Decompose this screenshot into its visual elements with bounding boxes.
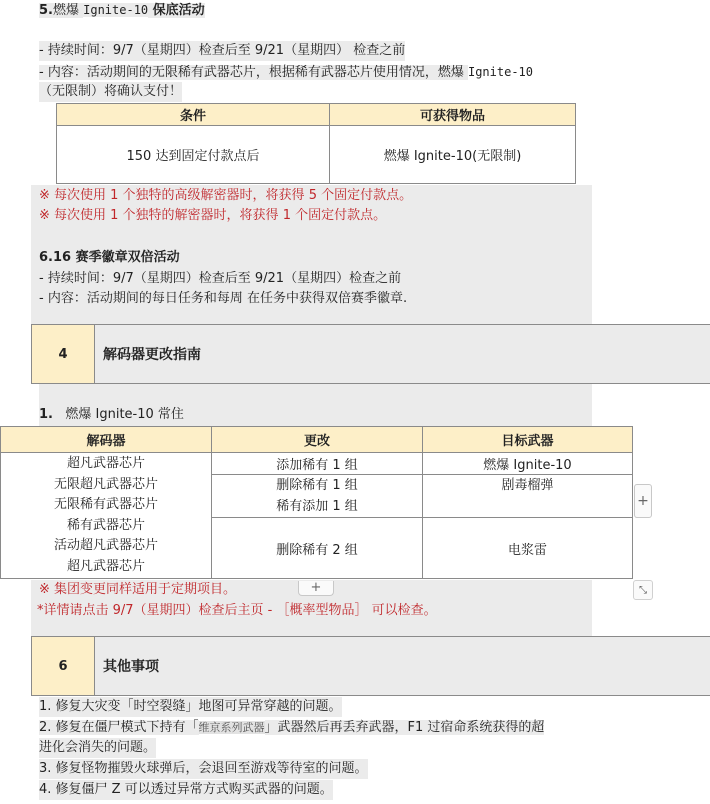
fix-item-2 bbox=[39, 718, 544, 738]
section5-note-2: ※ 每次使用 1 个独特的解密器时，将获得 1 个固定付款点。 bbox=[39, 208, 387, 223]
table-row bbox=[57, 126, 576, 184]
section-header-6 bbox=[31, 636, 710, 696]
table-header-target: 目标武器 bbox=[423, 427, 633, 453]
table-header-decoder: 解码器 bbox=[1, 427, 212, 453]
section6-heading: 6.16 赛季徽章双倍活动 bbox=[39, 250, 180, 265]
section6-content: - 内容：活动期间的每日任务和每周 在任务中获得双倍赛季徽章. bbox=[39, 291, 408, 306]
section6-duration: - 持续时间：9/7（星期四）检查后至 9/21（星期四）检查之前 bbox=[39, 271, 402, 286]
add-row-button[interactable]: + bbox=[298, 581, 334, 596]
target-cell: 燃爆 Ignite-10 bbox=[423, 453, 633, 475]
fix-item-2-weapon: 维京系列武器 bbox=[198, 721, 265, 734]
section5-content-text: - 内容：活动期间的无限稀有武器芯片，根据稀有武器芯片使用情况，燃爆 bbox=[39, 65, 468, 80]
decoder-item: 超凡武器芯片 bbox=[66, 558, 145, 574]
decoder-item: 无限稀有武器芯片 bbox=[53, 497, 158, 512]
table-row bbox=[1, 453, 633, 475]
resize-table-icon[interactable]: ⤡ bbox=[633, 580, 653, 600]
section-title-4: 解码器更改指南 bbox=[103, 347, 201, 363]
section5-content-line2: （无限制）将确认支付！ bbox=[39, 82, 182, 102]
section5-heading-rest: 保底活动 bbox=[148, 3, 205, 18]
section5-content-line1 bbox=[39, 62, 533, 82]
decoder-table bbox=[0, 426, 633, 579]
decoder-item: 稀有武器芯片 bbox=[66, 517, 145, 533]
fix-item-2-a: 2. 修复在僵尸模式下持有「 bbox=[39, 720, 199, 735]
section-title-6: 其他事项 bbox=[103, 659, 159, 675]
section5-table bbox=[56, 103, 576, 184]
block4-subheading bbox=[39, 405, 184, 425]
add-column-button[interactable]: + bbox=[634, 484, 652, 518]
section5-content-item: Ignite-10 bbox=[467, 65, 533, 79]
table-header-reward: 可获得物品 bbox=[330, 104, 576, 126]
section-header-4 bbox=[31, 324, 710, 384]
section5-heading-num: 5. bbox=[39, 3, 53, 18]
change-line: 删除稀有 1 组 bbox=[276, 478, 358, 493]
decoder-list-cell bbox=[1, 453, 212, 579]
target-cell: 电浆雷 bbox=[423, 518, 633, 579]
fix-item-1: 1. 修复大灾变「时空裂缝」地图可异常穿越的问题。 bbox=[39, 697, 342, 717]
block4-note-2: *详情请点击 9/7（星期四）检查后主页 - ［概率型物品］ 可以检查。 bbox=[37, 603, 437, 618]
change-line: 稀有添加 1 组 bbox=[276, 499, 358, 514]
block4-note-1: ※ 集团变更同样适用于定期项目。 bbox=[39, 582, 237, 597]
decoder-item: 活动超凡武器芯片 bbox=[53, 538, 158, 553]
decoder-item: 超凡武器芯片 bbox=[66, 456, 145, 471]
fix-item-4: 4. 修复僵尸 Z 可以透过异常方式购买武器的问题。 bbox=[39, 780, 333, 800]
target-cell: 剧毒榴弹 bbox=[423, 475, 633, 518]
change-cell bbox=[212, 475, 423, 518]
change-cell: 添加稀有 1 组 bbox=[212, 453, 423, 475]
change-cell: 删除稀有 2 组 bbox=[212, 518, 423, 579]
table-header-condition: 条件 bbox=[57, 104, 330, 126]
section5-heading bbox=[39, 0, 205, 20]
condition-cell: 150 达到固定付款点后 bbox=[57, 126, 330, 184]
reward-cell: 燃爆 Ignite-10(无限制) bbox=[330, 126, 576, 184]
fix-item-2-b: 」武器然后再丢弃武器，F1 过宿命系统获得的超 bbox=[264, 720, 545, 735]
section5-note-1: ※ 每次使用 1 个独特的高级解密器时，将获得 5 个固定付款点。 bbox=[39, 188, 413, 203]
decoder-item: 无限超凡武器芯片 bbox=[53, 476, 158, 492]
section5-heading-game: 燃爆 bbox=[52, 3, 84, 18]
section-number-4: 4 bbox=[32, 325, 95, 383]
fix-item-3: 3. 修复怪物摧毁火球弹后，会退回至游戏等待室的问题。 bbox=[39, 759, 368, 779]
fix-item-2-cont: 进化会消失的问题。 bbox=[39, 738, 156, 758]
block4-subheading-num: 1. bbox=[39, 407, 53, 422]
table-header-change: 更改 bbox=[212, 427, 423, 453]
section5-duration: - 持续时间：9/7（星期四）检查后至 9/21（星期四） 检查之前 bbox=[39, 41, 405, 61]
block4-subheading-text: 燃爆 Ignite-10 常住 bbox=[65, 407, 184, 422]
section5-heading-item: Ignite-10 bbox=[83, 3, 149, 17]
section-number-6: 6 bbox=[32, 637, 95, 695]
